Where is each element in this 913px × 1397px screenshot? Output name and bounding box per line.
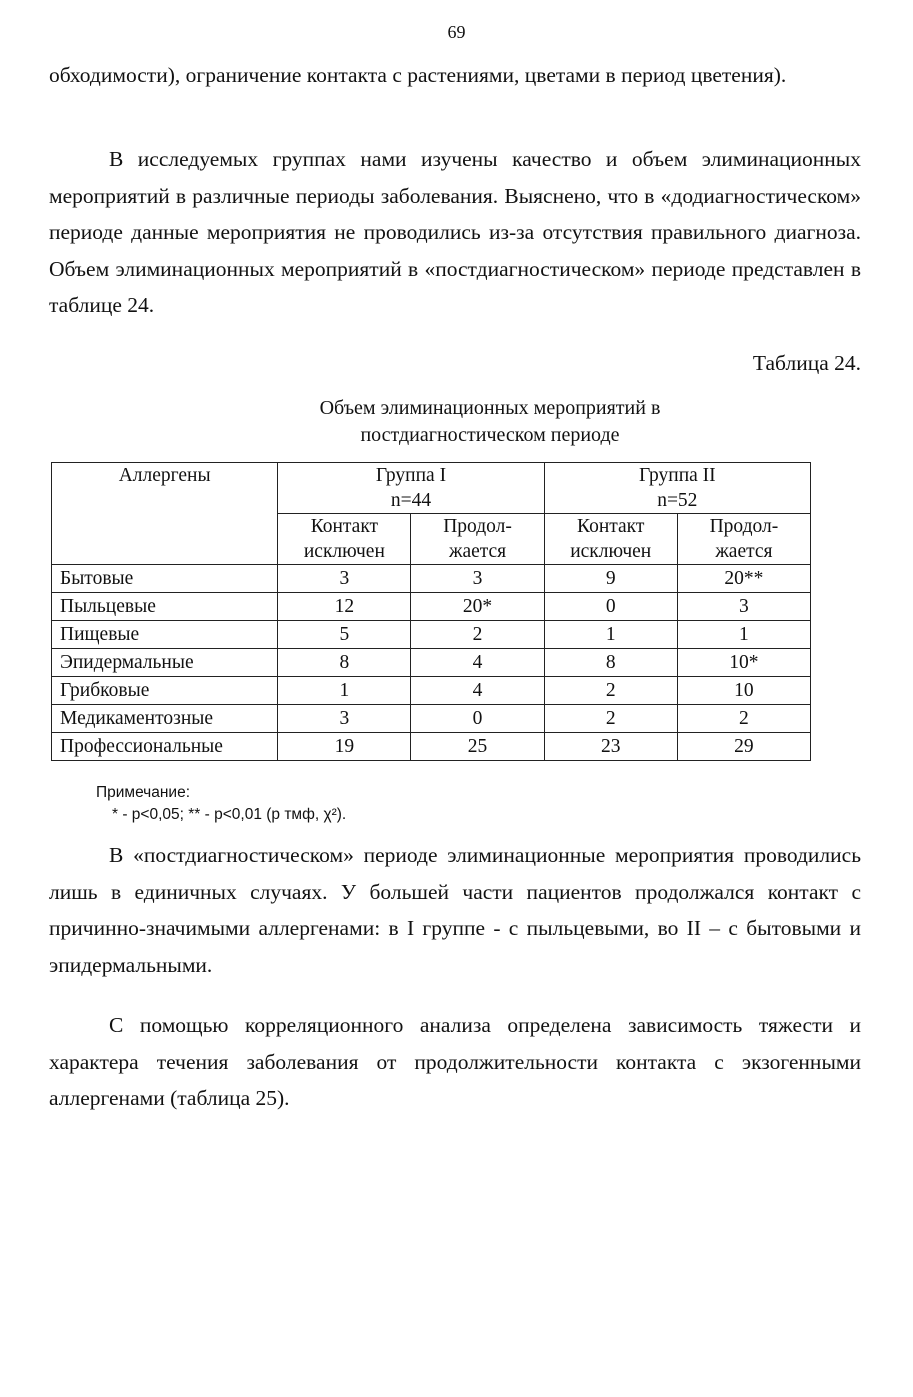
cell-g2-continues: 3 [677,593,810,621]
paragraph-1: обходимости), ограничение контакта с растениями, цветами в период цветения). [49,63,787,87]
cell-g1-continues: 0 [411,705,544,733]
cell-g2-continues: 20** [677,565,810,593]
table-header-row-1 [52,463,811,514]
cell-g1-continues: 20* [411,593,544,621]
row-label: Пыльцевые [52,593,278,621]
cell-g1-continues: 4 [411,677,544,705]
table-caption-line-1: Объем элиминационных мероприятий в [319,397,661,419]
table-label: Таблица 24. [752,351,861,375]
header-group-1-name: Группа I [375,465,447,486]
header-g2-continues-line-2: жается [715,541,773,562]
cell-g2-excluded: 23 [544,733,677,761]
cell-g1-excluded: 3 [278,565,411,593]
cell-g1-excluded: 19 [278,733,411,761]
cell-g2-excluded: 0 [544,593,677,621]
header-g1-continues [411,514,544,565]
header-g2-excluded-line-2: исключен [570,541,652,562]
header-g2-excluded [544,514,677,565]
cell-g2-excluded: 1 [544,621,677,649]
header-g2-excluded-line-1: Контакт [577,516,645,537]
cell-g1-excluded: 1 [278,677,411,705]
table-row [52,621,811,649]
header-g2-continues-line-1: Продол- [709,516,779,537]
cell-g2-continues: 10 [677,677,810,705]
cell-g2-continues: 1 [677,621,810,649]
header-group-1-n: n=44 [390,490,432,511]
cell-g2-excluded: 8 [544,649,677,677]
cell-g2-continues: 10* [677,649,810,677]
cell-g1-continues: 3 [411,565,544,593]
table-row [52,733,811,761]
table-row [52,565,811,593]
cell-g1-continues: 2 [411,621,544,649]
paragraph-3: В «постдиагностическом» периоде элиминационные мероприятия проводились лишь в единичных случаях. У большей части пациентов продолжался контакт с причинно-значимыми аллергенами: в I группе - с пыльцевыми, во II – с бытовыми и эпидермальными. [49,843,861,977]
table-row [52,649,811,677]
cell-g2-excluded: 2 [544,677,677,705]
cell-g2-continues: 2 [677,705,810,733]
elimination-table [51,462,811,761]
row-label: Пищевые [52,621,278,649]
table-caption [200,395,780,449]
header-g1-continues-line-1: Продол- [443,516,512,537]
header-g1-excluded-line-2: исключен [303,541,385,562]
table-row [52,705,811,733]
header-g1-excluded-line-1: Контакт [310,516,379,537]
header-g2-continues [677,514,810,565]
table-caption-line-2: постдиагностическом периоде [360,424,620,446]
cell-g1-continues: 4 [411,649,544,677]
table-row [52,593,811,621]
header-group-2-name: Группа II [638,465,716,486]
cell-g1-excluded: 5 [278,621,411,649]
header-group-2-n: n=52 [657,490,698,511]
cell-g2-continues: 29 [677,733,810,761]
cell-g1-excluded: 12 [278,593,411,621]
cell-g1-excluded: 8 [278,649,411,677]
header-group-2 [544,463,810,514]
table-note [96,782,346,826]
note-title: Примечание: [96,784,191,801]
header-allergens: Аллергены [52,463,278,565]
row-label: Бытовые [52,565,278,593]
row-label: Эпидермальные [52,649,278,677]
paragraph-4: С помощью корреляционного анализа определена зависимость тяжести и характера течения заболевания от продолжительности контакта с экзогенными аллергенами (таблица 25). [49,1013,861,1110]
table-row [52,677,811,705]
row-label: Грибковые [52,677,278,705]
row-label: Профессиональные [52,733,278,761]
page-number: 69 [447,22,466,42]
note-text: * - p<0,05; ** - p<0,01 (p тмф, χ²). [112,806,347,823]
row-label: Медикаментозные [52,705,278,733]
cell-g2-excluded: 2 [544,705,677,733]
header-g1-continues-line-2: жается [448,541,507,562]
cell-g1-continues: 25 [411,733,544,761]
header-group-1 [278,463,544,514]
cell-g1-excluded: 3 [278,705,411,733]
paragraph-2: В исследуемых группах нами изучены качество и объем элиминационных мероприятий в различные периоды заболевания. Выяснено, что в «додиагностическом» периоде данные мероприятия не проводились из-за отсутствия правильного диагноза. Объем элиминационных мероприятий в «постдиагностическом» периоде представлен в таблице 24. [49,147,861,317]
header-g1-excluded [278,514,411,565]
cell-g2-excluded: 9 [544,565,677,593]
